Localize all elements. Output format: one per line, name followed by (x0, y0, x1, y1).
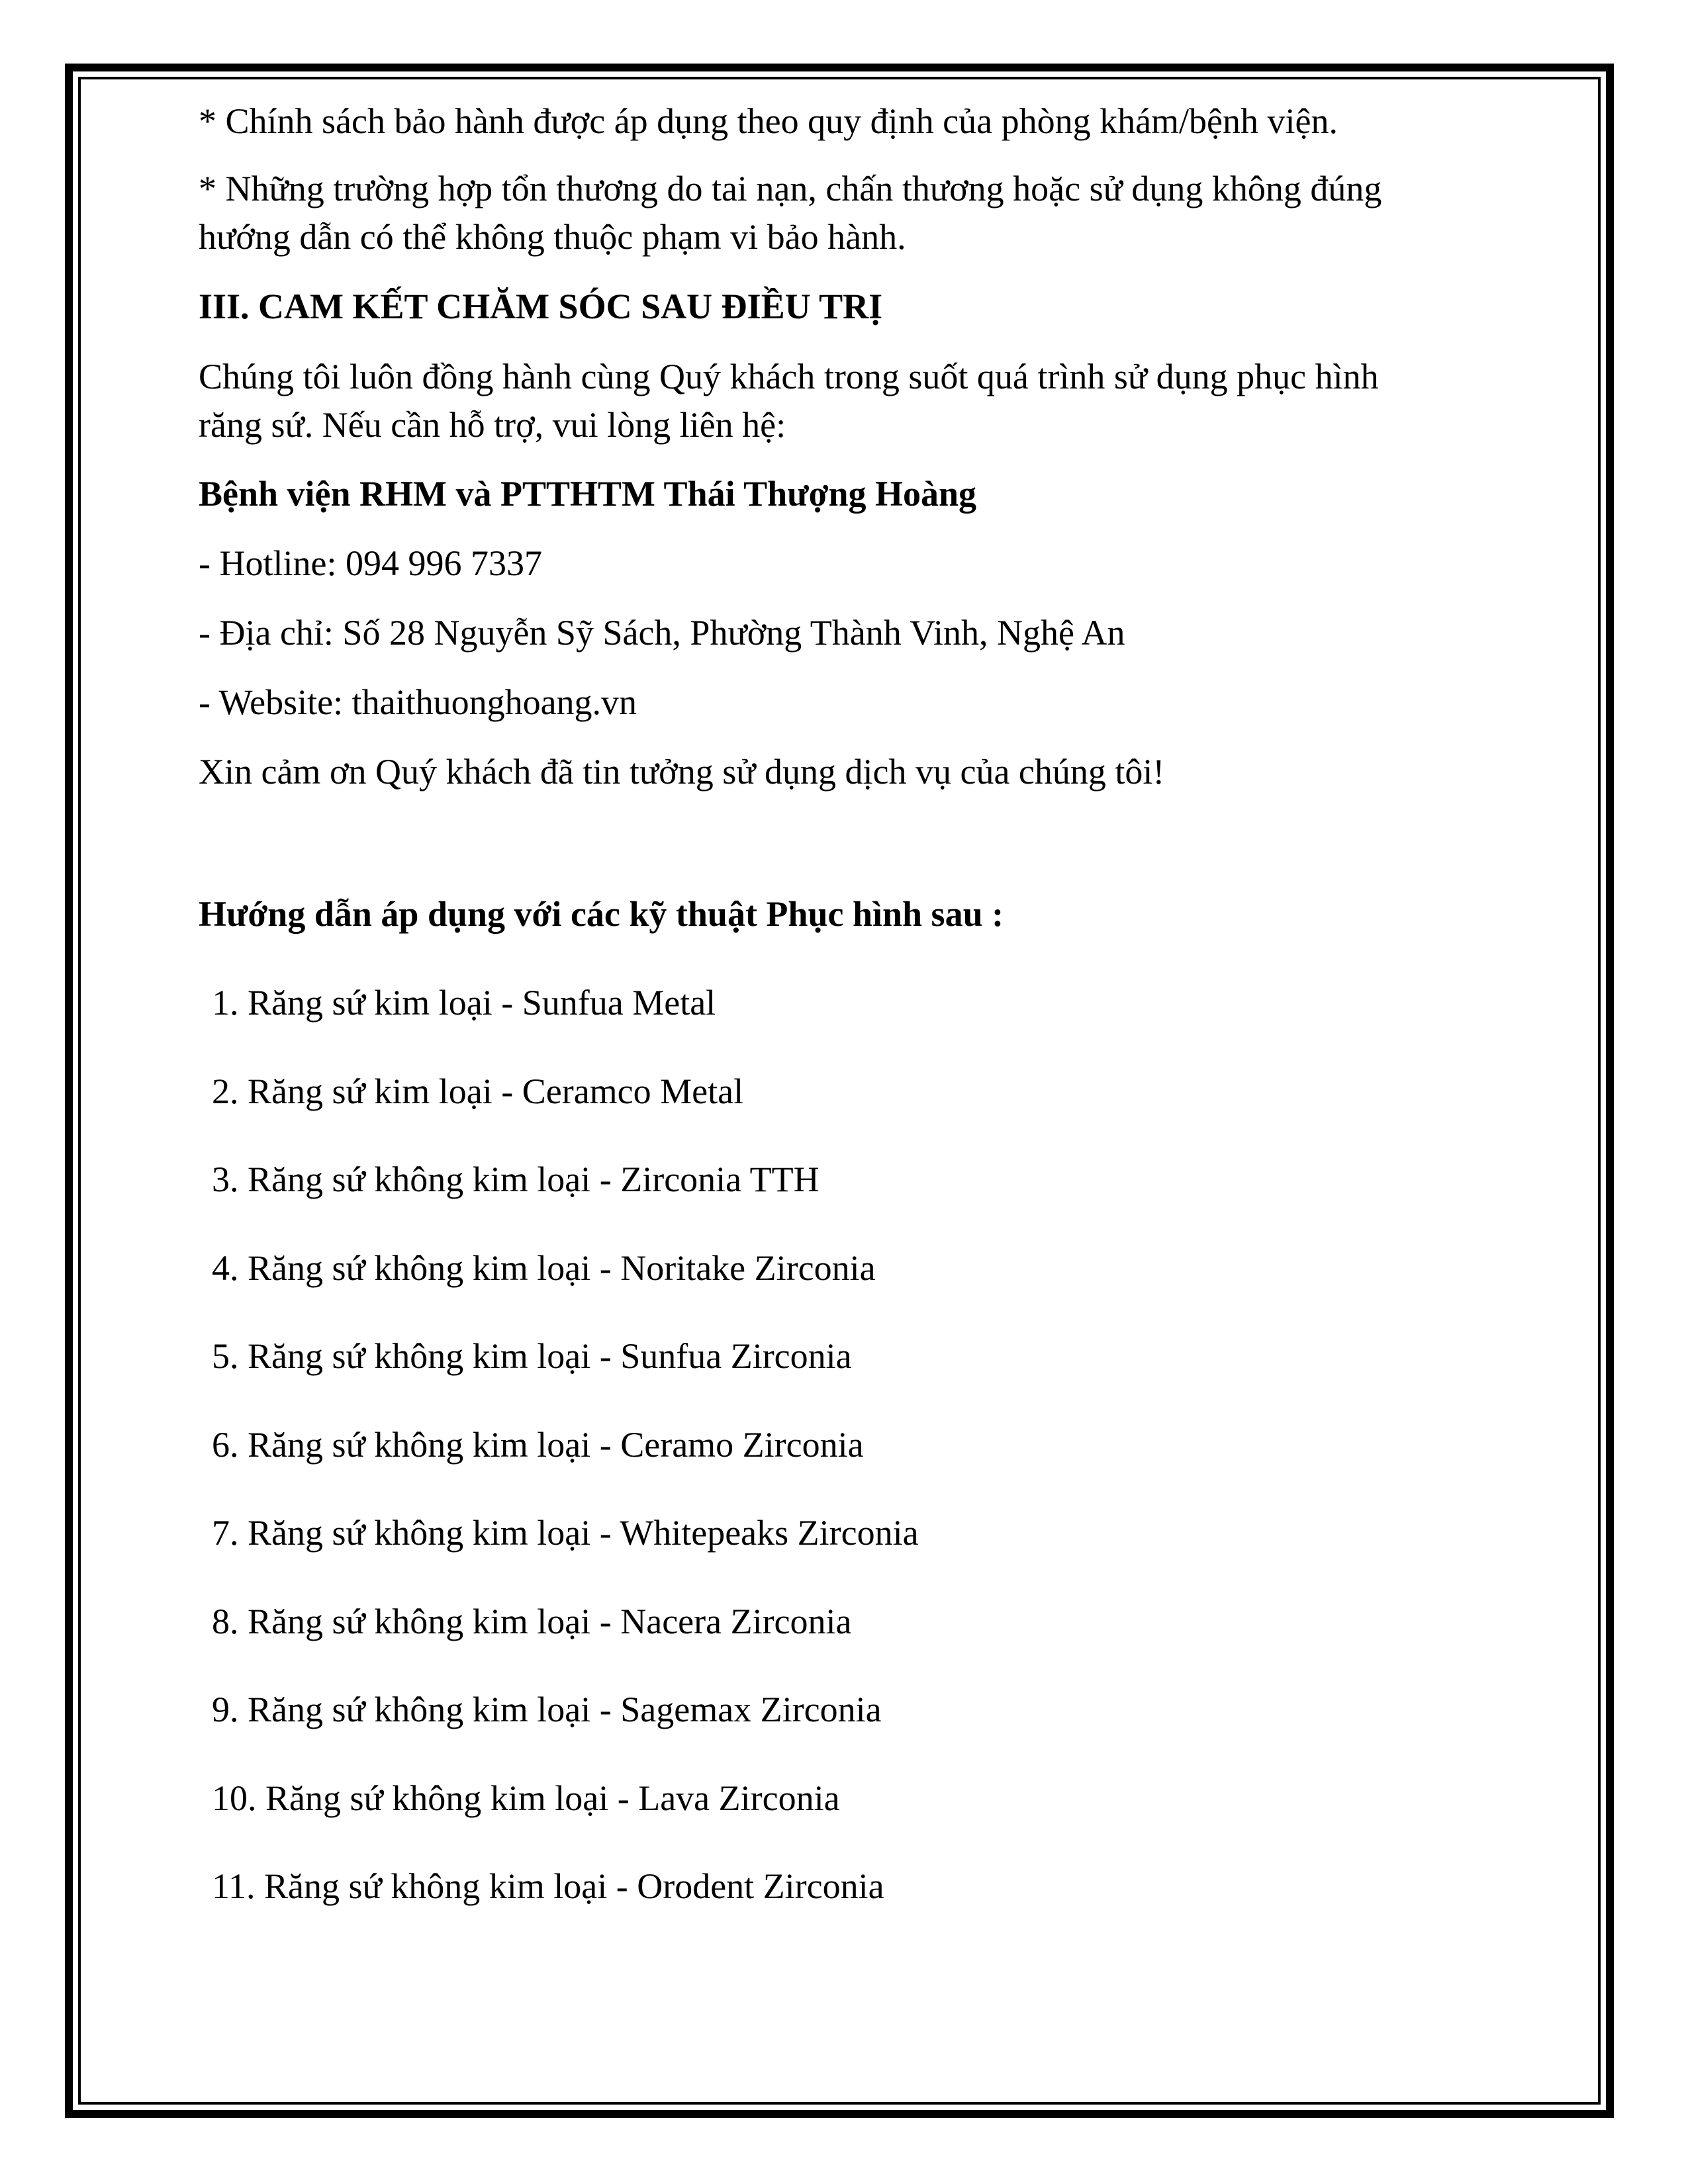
technique-item-text: Răng sứ không kim loại - Ceramo Zirconia (248, 1424, 864, 1465)
contact-address: - Địa chỉ: Số 28 Nguyễn Sỹ Sách, Phường Thành Vinh, Nghệ An (199, 613, 1125, 653)
technique-list-item (212, 982, 716, 1023)
technique-item-text: Răng sứ kim loại - Ceramco Metal (248, 1071, 744, 1111)
hospital-name: Bệnh viện RHM và PTTHTM Thái Thượng Hoàng (199, 474, 977, 514)
contact-website: - Website: thaithuonghoang.vn (199, 682, 637, 722)
technique-item-number: 5. (212, 1336, 239, 1376)
technique-item-text: Răng sứ không kim loại - Noritake Zirconia (248, 1248, 876, 1288)
technique-item-text: Răng sứ không kim loại - Orodent Zirconia (264, 1866, 884, 1906)
technique-item-number: 7. (212, 1513, 239, 1553)
technique-list-item (212, 1866, 884, 1907)
technique-item-text: Răng sứ không kim loại - Whitepeaks Zirconia (248, 1513, 919, 1553)
technique-list-item (212, 1424, 864, 1465)
warranty-note-1: * Chính sách bảo hành được áp dụng theo quy định của phòng khám/bệnh viện. (199, 101, 1338, 141)
technique-item-text: Răng sứ không kim loại - Lava Zirconia (265, 1778, 840, 1818)
section-3-intro-line-2: răng sứ. Nếu cần hỗ trợ, vui lòng liên hệ: (199, 405, 786, 445)
technique-item-number: 2. (212, 1071, 239, 1111)
technique-list-item (212, 1689, 882, 1730)
warranty-note-2-line-2: hướng dẫn có thể không thuộc phạm vi bảo hành. (199, 217, 906, 257)
technique-item-text: Răng sứ không kim loại - Zirconia TTH (248, 1160, 820, 1199)
technique-item-number: 9. (212, 1690, 239, 1729)
warranty-note-2-line-1: * Những trường hợp tổn thương do tai nạn, chấn thương hoặc sử dụng không đúng (199, 169, 1382, 208)
technique-item-number: 6. (212, 1424, 239, 1465)
thank-you-message: Xin cảm ơn Quý khách đã tin tưởng sử dụng dịch vụ của chúng tôi! (199, 752, 1165, 792)
section-3-intro-line-1: Chúng tôi luôn đồng hành cùng Quý khách trong suốt quá trình sử dụng phục hình (199, 357, 1379, 396)
technique-list-item (212, 1778, 840, 1819)
technique-list-item (212, 1248, 876, 1289)
technique-list-item (212, 1071, 743, 1112)
contact-hotline: - Hotline: 094 996 7337 (199, 543, 542, 583)
technique-item-number: 11. (212, 1866, 256, 1906)
techniques-heading: Hướng dẫn áp dụng với các kỹ thuật Phục hình sau : (199, 894, 1004, 934)
technique-item-text: Răng sứ không kim loại - Sunfua Zirconia (248, 1336, 852, 1376)
technique-item-text: Răng sứ không kim loại - Nacera Zirconia (248, 1601, 852, 1641)
technique-list-item (212, 1336, 852, 1377)
technique-item-number: 10. (212, 1778, 257, 1818)
technique-list-item (212, 1601, 852, 1642)
technique-item-number: 4. (212, 1248, 239, 1288)
technique-list-item (212, 1512, 919, 1553)
technique-item-number: 1. (212, 983, 239, 1023)
technique-item-text: Răng sứ kim loại - Sunfua Metal (248, 983, 716, 1023)
technique-item-number: 8. (212, 1601, 239, 1641)
technique-item-text: Răng sứ không kim loại - Sagemax Zirconia (248, 1690, 882, 1729)
technique-list-item (212, 1159, 820, 1200)
technique-item-number: 3. (212, 1160, 239, 1199)
section-3-heading: III. CAM KẾT CHĂM SÓC SAU ĐIỀU TRỊ (199, 287, 883, 326)
